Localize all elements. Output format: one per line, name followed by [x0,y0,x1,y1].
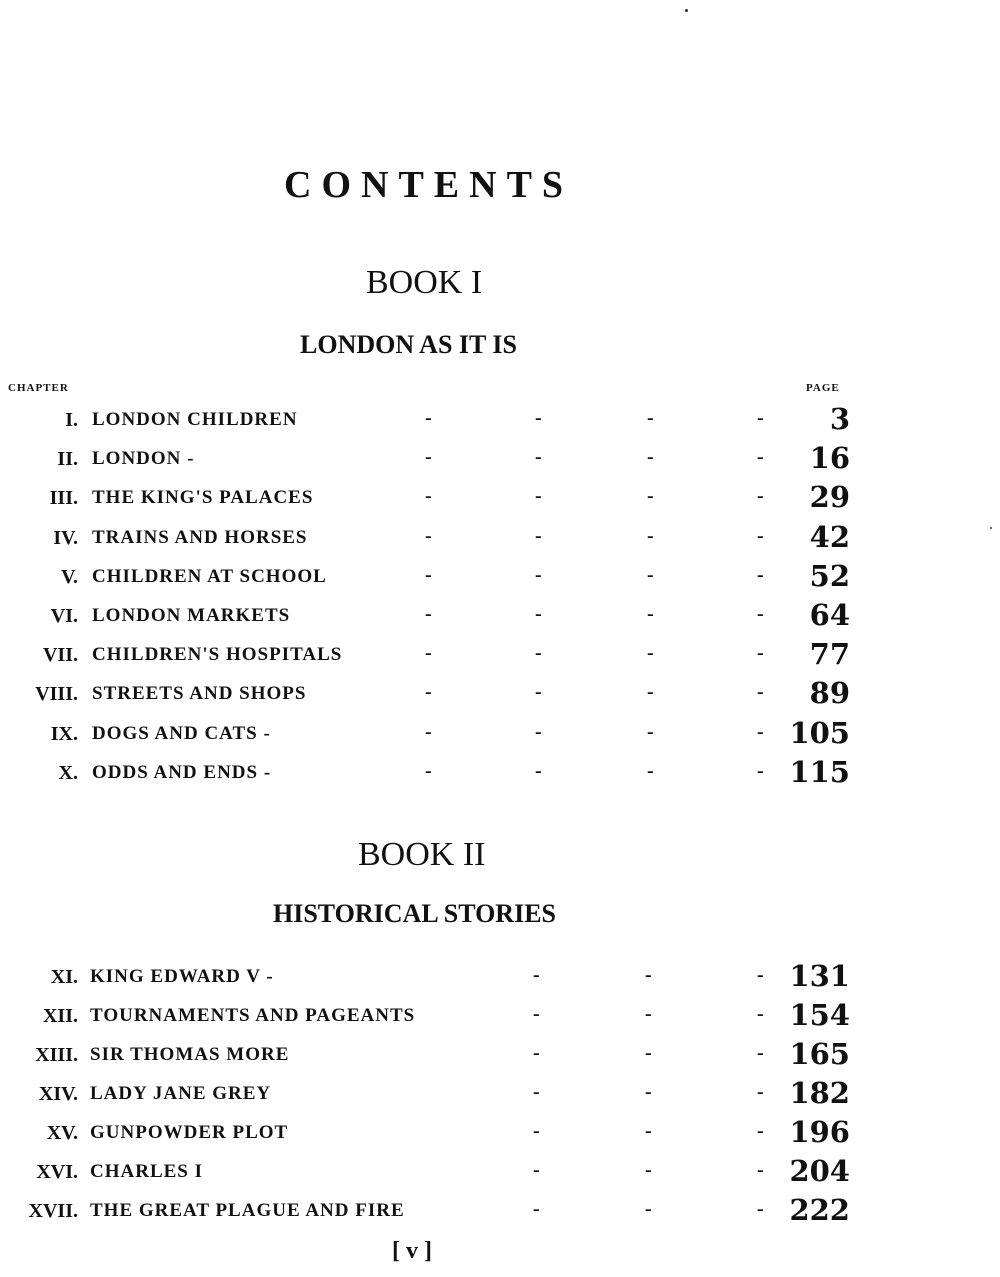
leader-dash: - [647,524,654,547]
chapter-column-header: CHAPTER [8,382,69,394]
leader-dash: - [757,524,764,547]
leader-dash: - [757,446,764,469]
toc-entry [0,637,1000,676]
leader-dash: - [647,642,654,665]
leader-dash: - [425,524,432,547]
book-1-heading: BOOK I [366,264,483,301]
chapter-number: VIII. [35,683,78,706]
leader-dash: - [533,1003,540,1025]
leader-dash: - [645,1003,652,1025]
page-number: 16 [809,441,850,476]
toc-entry [0,1193,1000,1232]
toc-entry [0,1154,1000,1193]
toc-entry [0,676,1000,715]
leader-dash: - [647,603,654,625]
chapter-number: IX. [50,722,78,745]
leader-dash: - [757,603,764,625]
leader-dash: - [645,1198,652,1220]
toc-entry [0,959,1000,998]
toc-entry [0,558,1000,598]
chapter-number: XVI. [36,1161,78,1183]
leader-dash: - [535,642,542,665]
page-number: 42 [809,519,850,554]
leader-dash: - [645,1120,652,1142]
chapter-number: XIII. [35,1044,78,1066]
leader-dash: - [645,1159,652,1181]
chapter-number: VII. [42,644,78,667]
book-2-heading: BOOK II [358,836,486,873]
toc-entry [0,480,1000,519]
leader-dash: - [757,1159,764,1181]
chapter-number: XVII. [28,1200,78,1222]
leader-dash: - [645,1081,652,1103]
leader-dash: - [647,681,654,704]
page-number: 3 [829,402,850,436]
leader-dash: - [535,563,542,586]
chapter-title: STREETS AND SHOPS [92,683,307,705]
leader-dash: - [535,446,542,469]
toc-entry [0,754,1000,794]
leader-dash: - [645,1042,652,1064]
chapter-title: GUNPOWDER PLOT [90,1122,289,1143]
leader-dash: - [425,407,432,429]
chapter-number: V. [61,565,78,588]
leader-dash: - [425,485,432,508]
chapter-title: TRAINS AND HORSES [92,526,308,548]
leader-dash: - [533,1159,540,1181]
chapter-title: CHILDREN'S HOSPITALS [92,644,343,666]
leader-dash: - [425,759,432,782]
leader-dash: - [425,603,432,625]
leader-dash: - [757,563,764,586]
leader-dash: - [757,1042,764,1064]
page-number-footer: [ v ] [392,1238,432,1264]
page-number: 131 [789,959,850,993]
chapter-title: KING EDWARD V - [90,966,274,987]
leader-dash: - [533,1042,540,1064]
chapter-title: THE KING'S PALACES [92,487,314,509]
leader-dash: - [757,681,764,704]
chapter-title: LADY JANE GREY [90,1083,272,1104]
chapter-title: LONDON CHILDREN [92,409,298,430]
leader-dash: - [757,964,764,986]
chapter-number: XIV. [38,1083,78,1105]
page-number: 77 [809,637,850,672]
leader-dash: - [533,1120,540,1142]
page-number: 89 [809,676,850,711]
chapter-number: I. [65,409,78,431]
leader-dash: - [647,485,654,508]
leader-dash: - [425,446,432,469]
chapter-title: TOURNAMENTS AND PAGEANTS [90,1005,416,1026]
chapter-number: IV. [53,526,78,549]
toc-entry [0,715,1000,755]
leader-dash: - [757,759,764,782]
chapter-number: VI. [50,605,78,627]
toc-entry [0,998,1000,1037]
chapter-title: SIR THOMAS MORE [90,1044,290,1065]
toc-entry [0,519,1000,559]
page-number: 182 [789,1076,850,1110]
chapter-title: THE GREAT PLAGUE AND FIRE [90,1200,405,1221]
page-number: 196 [789,1115,850,1149]
chapter-title: CHARLES I [90,1161,203,1182]
leader-dash: - [757,485,764,508]
leader-dash: - [425,681,432,704]
page-number: 52 [809,558,850,593]
leader-dash: - [757,642,764,665]
page-number: 222 [789,1193,850,1227]
leader-dash: - [757,1003,764,1025]
leader-dash: - [533,1198,540,1220]
leader-dash: - [535,603,542,625]
book-1-subtitle: LONDON AS IT IS [300,330,517,359]
chapter-title: LONDON - [92,448,195,470]
chapter-number: X. [58,761,78,784]
leader-dash: - [757,1081,764,1103]
chapter-title: DOGS AND CATS - [92,722,271,744]
leader-dash: - [535,485,542,508]
page-number: 105 [789,715,850,750]
toc-entry [0,402,1000,441]
chapter-title: LONDON MARKETS [92,605,291,626]
page-number: 204 [789,1154,850,1188]
book-2-subtitle: HISTORICAL STORIES [273,899,557,928]
leader-dash: - [647,563,654,586]
leader-dash: - [425,720,432,743]
chapter-number: III. [49,487,78,510]
leader-dash: - [533,964,540,986]
leader-dash: - [533,1081,540,1103]
toc-entry [0,598,1000,637]
leader-dash: - [647,407,654,429]
leader-dash: - [535,524,542,547]
chapter-number: II. [57,448,78,471]
chapter-number: XII. [42,1005,78,1027]
toc-entry [0,1115,1000,1154]
scan-speck [685,9,688,12]
leader-dash: - [425,563,432,586]
page-number: 29 [809,480,850,515]
leader-dash: - [535,407,542,429]
leader-dash: - [535,759,542,782]
leader-dash: - [757,1120,764,1142]
leader-dash: - [757,407,764,429]
chapter-number: XI. [50,966,78,988]
page-column-header: PAGE [806,382,840,394]
page-number: 64 [809,598,850,632]
chapter-number: XV. [46,1122,78,1144]
page-number: 165 [789,1037,850,1071]
leader-dash: - [647,759,654,782]
page-title: CONTENTS [284,164,574,206]
toc-entry [0,1037,1000,1076]
page-number: 154 [789,998,850,1032]
toc-entry [0,441,1000,480]
page-number: 115 [789,754,850,789]
leader-dash: - [535,720,542,743]
toc-entry [0,1076,1000,1115]
leader-dash: - [647,446,654,469]
leader-dash: - [757,720,764,743]
leader-dash: - [535,681,542,704]
chapter-title: CHILDREN AT SCHOOL [92,565,327,587]
leader-dash: - [757,1198,764,1220]
leader-dash: - [425,642,432,665]
chapter-title: ODDS AND ENDS - [92,761,272,783]
leader-dash: - [647,720,654,743]
leader-dash: - [645,964,652,986]
